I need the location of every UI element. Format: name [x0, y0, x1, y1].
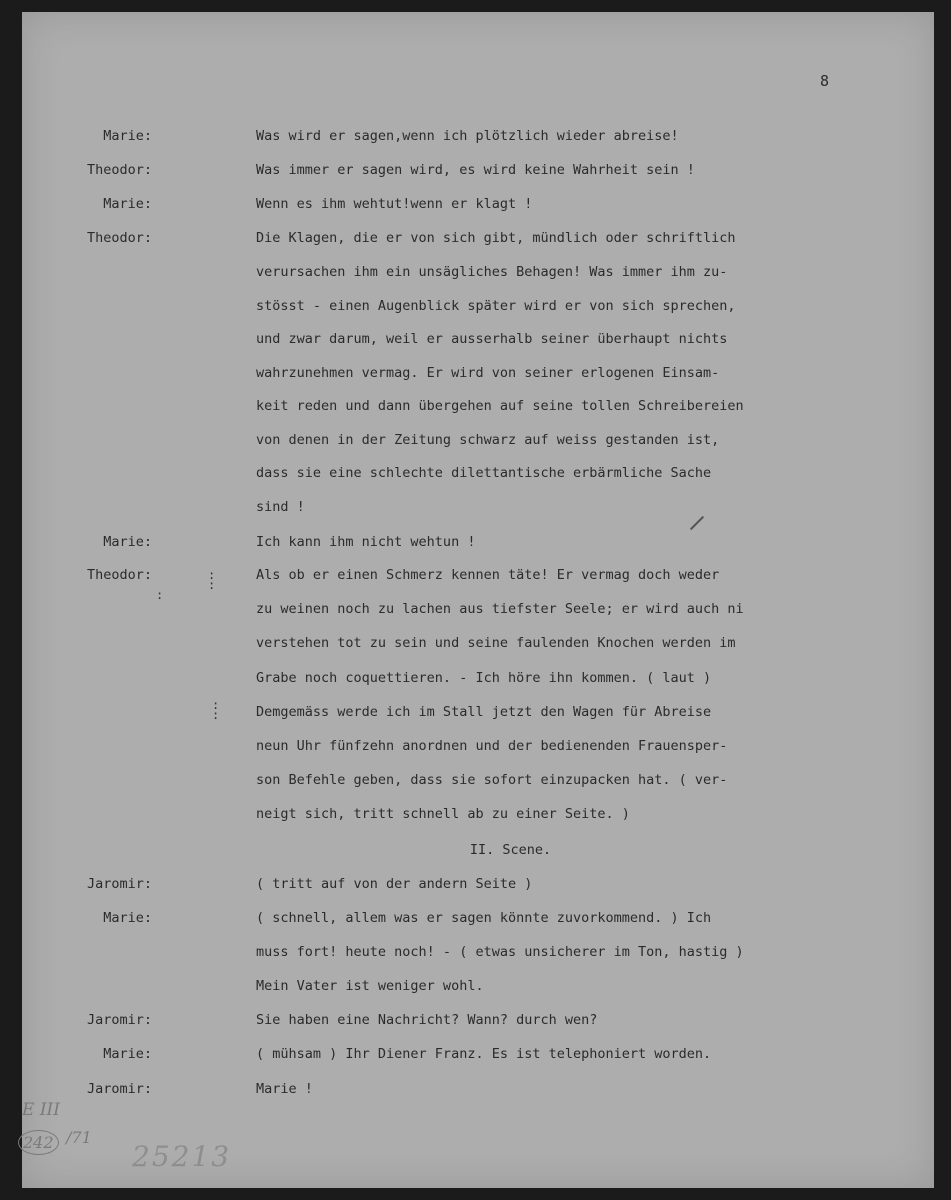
- dialogue-text: Grabe noch coquettieren. - Ich höre ihn kommen. ( laut ): [256, 670, 712, 686]
- script-line: [0, 298, 951, 322]
- script-line: [0, 772, 951, 796]
- dialogue-text: wahrzunehmen vermag. Er wird von seiner erlogenen Einsam-: [256, 365, 720, 381]
- dialogue-text: Was wird er sagen,wenn ich plötzlich wieder abreise!: [256, 128, 679, 144]
- archive-mark-top: E III: [22, 1100, 60, 1120]
- script-line: [0, 499, 951, 523]
- script-line: [0, 944, 951, 968]
- script-line: [0, 230, 951, 254]
- script-line: [0, 196, 951, 220]
- script-line: [0, 365, 951, 389]
- dialogue-text: muss fort! heute noch! - ( etwas unsicherer im Ton, hastig ): [256, 944, 744, 960]
- dialogue-text: verursachen ihm ein unsägliches Behagen! Was immer ihm zu-: [256, 264, 728, 280]
- scene-heading: II. Scene.: [469, 842, 552, 858]
- script-line: [0, 1081, 951, 1105]
- speaker-name: Theodor:: [86, 162, 152, 178]
- dialogue-text: verstehen tot zu sein und seine faulenden Knochen werden im: [256, 635, 736, 651]
- margin-dots: : :: [212, 698, 220, 722]
- dialogue-text: neun Uhr fünfzehn anordnen und der bedienenden Frauensper-: [256, 738, 728, 754]
- archive-mark-circled: 242: [18, 1130, 59, 1155]
- speaker-name: Marie:: [103, 534, 152, 550]
- dialogue-text: sind !: [256, 499, 305, 515]
- speaker-name: Jaromir:: [86, 876, 152, 892]
- dialogue-text: Die Klagen, die er von sich gibt, mündlich oder schriftlich: [256, 230, 736, 246]
- dialogue-text: ( schnell, allem was er sagen könnte zuvorkommend. ) Ich: [256, 910, 712, 926]
- script-line: [0, 465, 951, 489]
- speaker-name: Theodor:: [86, 230, 152, 246]
- script-line: [0, 670, 951, 694]
- dialogue-text: von denen in der Zeitung schwarz auf weiss gestanden ist,: [256, 432, 720, 448]
- dialogue-text: zu weinen noch zu lachen aus tiefster Seele; er wird auch ni: [256, 601, 744, 617]
- dialogue-text: Mein Vater ist weniger wohl.: [256, 978, 484, 994]
- script-line: [0, 738, 951, 762]
- dialogue-text: Marie !: [256, 1081, 313, 1097]
- dialogue-text: ( tritt auf von der andern Seite ): [256, 876, 533, 892]
- script-line: [0, 162, 951, 186]
- script-line: [0, 398, 951, 422]
- dialogue-text: neigt sich, tritt schnell ab zu einer Seite. ): [256, 806, 630, 822]
- speaker-name: Jaromir:: [86, 1081, 152, 1097]
- script-line: [0, 704, 951, 728]
- script-line: [0, 601, 951, 625]
- dialogue-text: und zwar darum, weil er ausserhalb seiner überhaupt nichts: [256, 331, 728, 347]
- dialogue-text: Wenn es ihm wehtut!wenn er klagt !: [256, 196, 533, 212]
- page-number: 8: [820, 72, 830, 90]
- script-line: [0, 567, 951, 591]
- archive-mark-number: 25213: [132, 1140, 232, 1173]
- script-line: [0, 876, 951, 900]
- dialogue-text: ( mühsam ) Ihr Diener Franz. Es ist telephoniert worden.: [256, 1046, 712, 1062]
- speaker-name: Marie:: [103, 196, 152, 212]
- dialogue-text: Sie haben eine Nachricht? Wann? durch wen?: [256, 1012, 598, 1028]
- script-line: [0, 1046, 951, 1070]
- script-line: [0, 331, 951, 355]
- script-line: [0, 128, 951, 152]
- speaker-name: Jaromir:: [86, 1012, 152, 1028]
- dialogue-text: keit reden und dann übergehen auf seine tollen Schreibereien: [256, 398, 744, 414]
- script-line: [0, 635, 951, 659]
- script-line: [0, 910, 951, 934]
- script-line: [0, 1012, 951, 1036]
- script-line: [0, 978, 951, 1002]
- dialogue-text: son Befehle geben, dass sie sofort einzupacken hat. ( ver-: [256, 772, 728, 788]
- dialogue-text: Als ob er einen Schmerz kennen täte! Er vermag doch weder: [256, 567, 720, 583]
- dialogue-text: Was immer er sagen wird, es wird keine Wahrheit sein !: [256, 162, 695, 178]
- speaker-name: Marie:: [103, 910, 152, 926]
- dialogue-text: Demgemäss werde ich im Stall jetzt den Wagen für Abreise: [256, 704, 712, 720]
- dialogue-text: stösst - einen Augenblick später wird er von sich sprechen,: [256, 298, 736, 314]
- speaker-name: Theodor:: [86, 567, 152, 583]
- speaker-name: Marie:: [103, 1046, 152, 1062]
- script-line: [0, 432, 951, 456]
- script-line: [0, 264, 951, 288]
- script-line: [0, 806, 951, 830]
- speaker-name: Marie:: [103, 128, 152, 144]
- dialogue-text: dass sie eine schlechte dilettantische erbärmliche Sache: [256, 465, 712, 481]
- margin-dots: :: [156, 588, 164, 602]
- dialogue-text: Ich kann ihm nicht wehtun !: [256, 534, 476, 550]
- margin-dots: : :: [208, 568, 216, 592]
- archive-mark-suffix: /71: [66, 1128, 92, 1147]
- script-line: [0, 534, 951, 558]
